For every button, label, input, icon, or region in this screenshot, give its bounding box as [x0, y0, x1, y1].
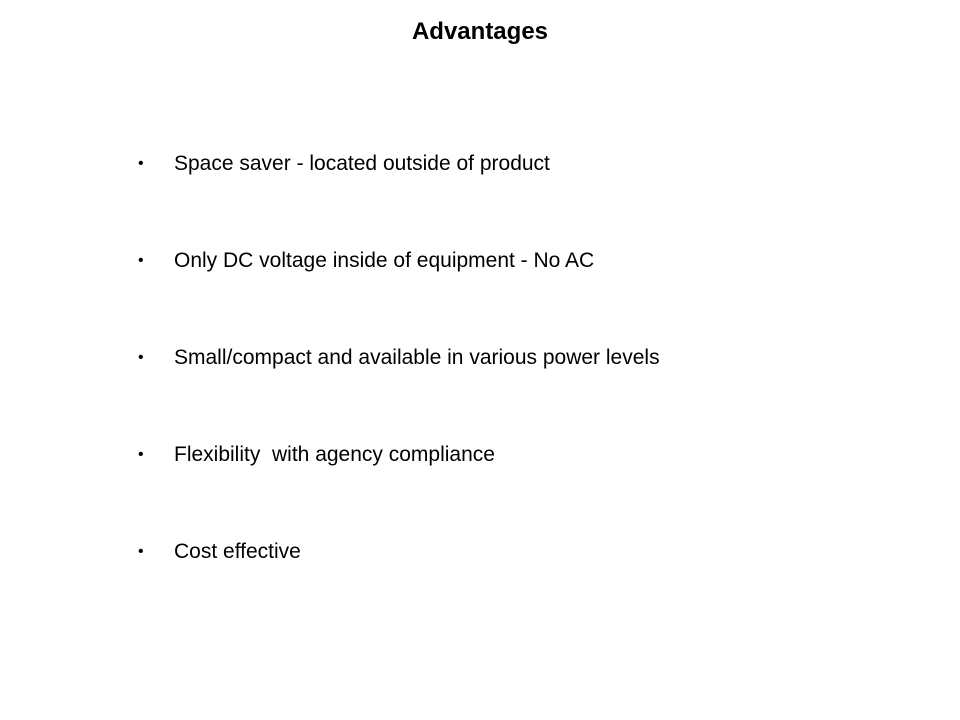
bullet-icon: •: [138, 543, 144, 560]
bullet-text: Flexibility with agency compliance: [174, 443, 495, 466]
bullet-icon: •: [138, 446, 144, 463]
bullet-text: Space saver - located outside of product: [174, 152, 550, 175]
bullet-icon: •: [138, 155, 144, 172]
list-item: [135, 243, 660, 279]
bullet-icon: •: [138, 349, 144, 366]
bullet-list: [135, 146, 660, 631]
bullet-icon: •: [138, 252, 144, 269]
list-item: [135, 437, 660, 473]
bullet-text: Cost effective: [174, 540, 301, 563]
slide-title: Advantages: [411, 18, 549, 45]
bullet-text: Only DC voltage inside of equipment - No AC: [174, 249, 595, 272]
bullet-text: Small/compact and available in various power levels: [174, 346, 660, 369]
list-item: [135, 146, 660, 182]
list-item: [135, 340, 660, 376]
list-item: [135, 534, 660, 570]
